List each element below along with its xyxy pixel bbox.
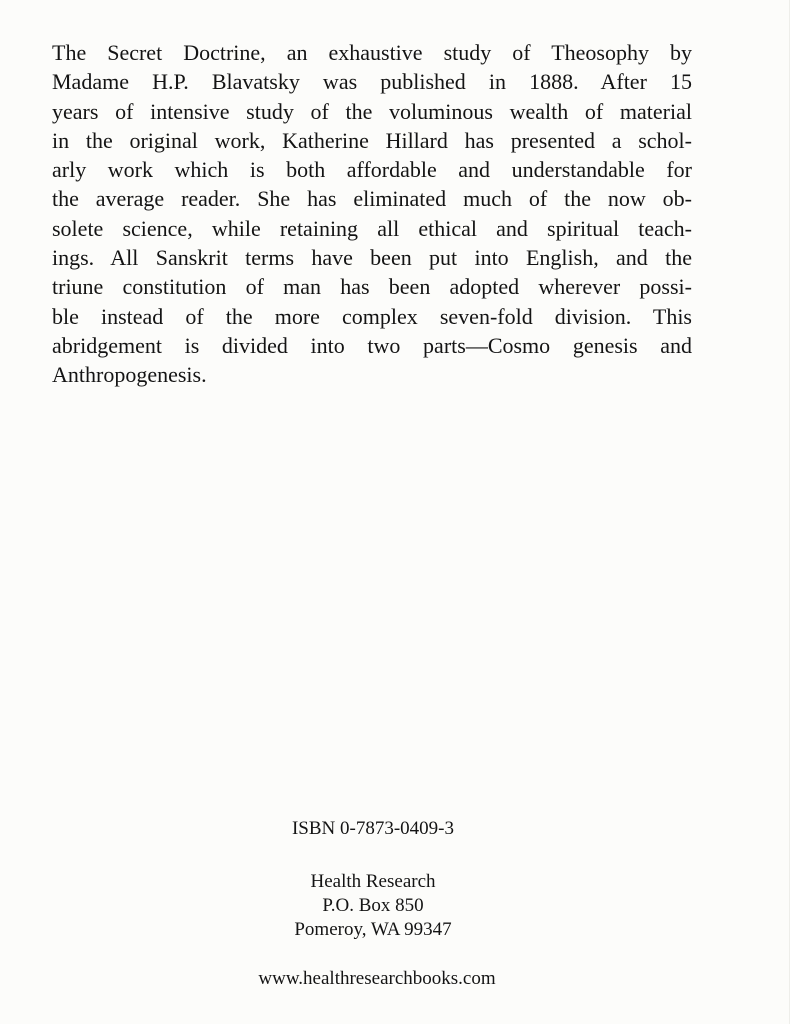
description-line: in the original work, Katherine Hillard has presented a schol- xyxy=(52,127,692,153)
publisher-po-box: P.O. Box 850 xyxy=(322,895,424,916)
description-line: The Secret Doctrine, an exhaustive study of Theosophy by xyxy=(52,40,692,65)
description-line: ble instead of the more complex seven-fold division. This xyxy=(52,303,692,329)
publisher-name: Health Research xyxy=(310,871,436,892)
description-line: triune constitution of man has been adopted wherever possi- xyxy=(52,274,692,300)
description-paragraph xyxy=(52,38,692,390)
description-line: Anthropogenesis. xyxy=(52,362,207,388)
description-line: years of intensive study of the voluminous wealth of material xyxy=(52,98,692,124)
publisher-city: Pomeroy, WA 99347 xyxy=(294,919,452,940)
description-line: abridgement is divided into two parts—Cosmo genesis and xyxy=(52,332,692,358)
isbn-number: ISBN 0-7873-0409-3 xyxy=(291,818,455,839)
publisher-website: www.healthresearchbooks.com xyxy=(258,968,496,989)
description-line: Madame H.P. Blavatsky was published in 1888. After 15 xyxy=(52,69,692,95)
description-line: ings. All Sanskrit terms have been put into English, and the xyxy=(52,245,692,271)
description-line: arly work which is both affordable and understandable for xyxy=(52,157,692,183)
description-line: solete science, while retaining all ethical and spiritual teach- xyxy=(52,215,692,241)
description-line: the average reader. She has eliminated much of the now ob- xyxy=(52,186,692,212)
publisher-address xyxy=(0,870,768,942)
